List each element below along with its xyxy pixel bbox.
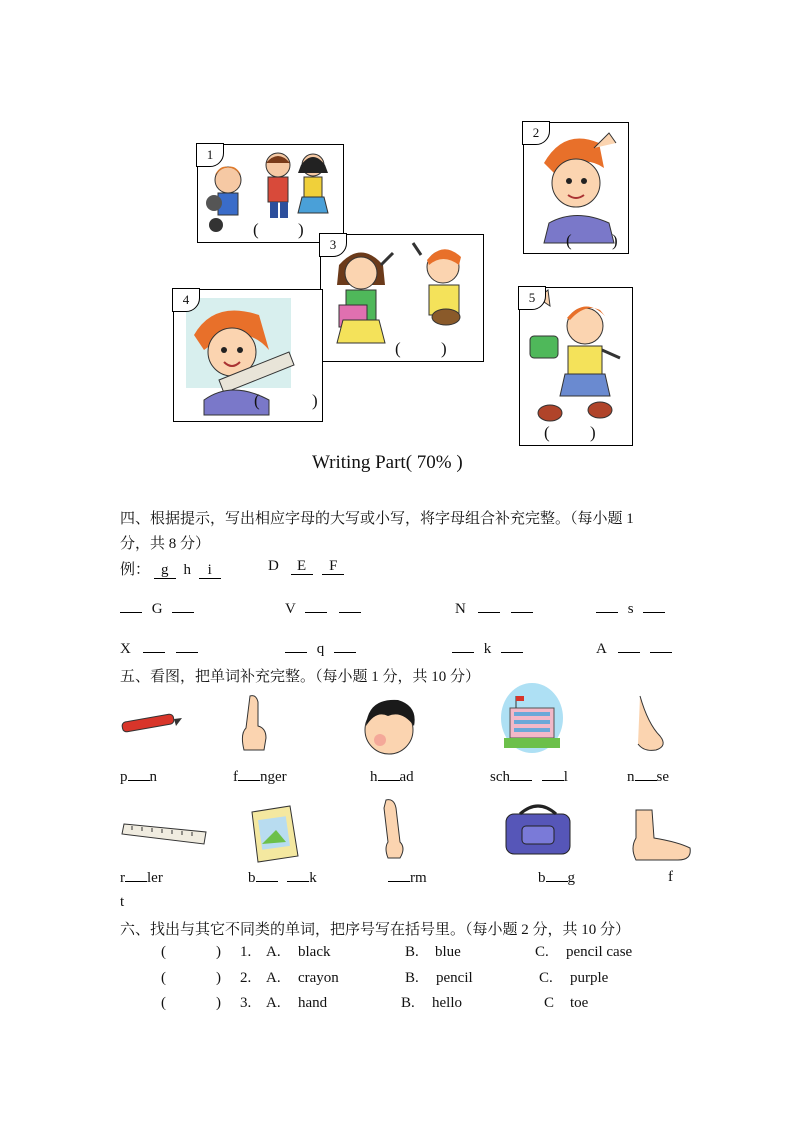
option-a-label: A. — [266, 970, 281, 986]
option-c-label: C — [544, 995, 555, 1011]
section5-heading: 五、看图，把单词补充完整。（每小题 1 分，共 10 分） — [120, 669, 481, 685]
word-part: n — [627, 769, 635, 785]
option-a: hand — [298, 995, 328, 1011]
boy-with-schoolbag-illustration — [520, 288, 632, 445]
answer-paren-left: ( — [395, 339, 401, 358]
book-icon — [246, 804, 302, 866]
answer-paren-left: ( — [161, 944, 166, 960]
picture-4 — [173, 289, 323, 422]
letter-group — [596, 600, 665, 618]
example-letter: g — [154, 563, 176, 579]
word-part: b — [538, 870, 546, 886]
finger-icon — [236, 694, 276, 754]
answer-paren-right: ) — [441, 339, 447, 358]
word-bag — [538, 869, 575, 887]
word-part: ad — [399, 769, 414, 785]
nose-icon — [630, 694, 672, 754]
option-a-label: A. — [266, 995, 281, 1011]
school-icon — [500, 682, 564, 754]
letter-blank[interactable] — [305, 600, 327, 613]
example-letter: F — [322, 559, 344, 575]
letter-blank[interactable] — [176, 640, 198, 653]
example-letter: h — [183, 562, 192, 578]
word-part: nger — [260, 769, 287, 785]
option-b: blue — [435, 944, 461, 960]
picture-1 — [197, 144, 344, 243]
option-c-label: C. — [539, 970, 553, 986]
letter-blank[interactable] — [643, 600, 665, 613]
option-c-label: C. — [535, 944, 549, 960]
word-blank[interactable] — [256, 869, 278, 882]
word-blank[interactable] — [546, 869, 568, 882]
picture-2 — [523, 122, 629, 254]
head-icon — [358, 696, 420, 758]
option-a: crayon — [298, 970, 339, 986]
letter-group — [596, 640, 672, 658]
arm-icon — [378, 798, 408, 862]
question-number: 1. — [240, 944, 252, 960]
letter-group — [120, 600, 194, 618]
word-part: l — [563, 769, 568, 785]
pen-icon — [118, 710, 184, 738]
letter-blank[interactable] — [172, 600, 194, 613]
ruler-icon — [120, 818, 210, 848]
question-number: 2. — [240, 970, 252, 986]
given-letter: V — [285, 601, 296, 617]
example-letter: E — [291, 559, 313, 575]
given-letter: N — [455, 601, 466, 617]
letter-blank[interactable] — [339, 600, 361, 613]
example-letter: i — [199, 563, 221, 579]
word-foot-end: t — [120, 894, 125, 910]
word-blank[interactable] — [542, 768, 564, 781]
word-book — [248, 869, 317, 887]
word-part: b — [248, 870, 256, 886]
word-blank[interactable] — [388, 869, 410, 882]
answer-paren-right: ) — [216, 944, 221, 960]
word-blank[interactable] — [287, 869, 309, 882]
word-blank[interactable] — [125, 869, 147, 882]
picture-number: 4 — [172, 288, 200, 312]
letter-group — [285, 640, 356, 658]
answer-paren-left: ( — [161, 995, 166, 1011]
word-blank[interactable] — [238, 768, 260, 781]
letter-blank[interactable] — [501, 640, 523, 653]
option-c: toe — [570, 995, 589, 1011]
word-blank[interactable] — [378, 768, 400, 781]
option-b: pencil — [436, 970, 473, 986]
option-c: purple — [570, 970, 609, 986]
option-a-label: A. — [266, 944, 281, 960]
word-part: ler — [147, 870, 163, 886]
word-finger — [233, 768, 287, 786]
example-letter: D — [268, 558, 279, 574]
given-letter: k — [483, 641, 492, 657]
picture-number: 1 — [196, 143, 224, 167]
example-row-2 — [268, 558, 344, 575]
word-nose — [627, 768, 669, 786]
answer-paren-left: ( — [254, 391, 260, 410]
word-pen — [120, 768, 157, 786]
option-c: pencil case — [566, 944, 633, 960]
option-b-label: B. — [405, 944, 419, 960]
picture-number: 3 — [319, 233, 347, 257]
word-part: f — [233, 769, 238, 785]
given-letter: s — [627, 601, 634, 617]
answer-paren-right: ) — [216, 970, 221, 986]
answer-paren-right: ) — [216, 995, 221, 1011]
schoolbag-icon — [500, 802, 576, 860]
letter-blank[interactable] — [650, 640, 672, 653]
answer-paren-right: ) — [312, 391, 318, 410]
answer-paren-left: ( — [566, 231, 572, 250]
word-part: g — [567, 870, 575, 886]
example-label: 例： — [120, 562, 151, 578]
writing-part-title: Writing Part( 70% ) — [312, 452, 463, 473]
word-part: n — [149, 769, 157, 785]
word-part: p — [120, 769, 128, 785]
foot-icon — [628, 808, 694, 864]
word-part: rm — [410, 870, 427, 886]
letter-blank[interactable] — [285, 640, 307, 653]
option-b: hello — [432, 995, 462, 1011]
given-letter: G — [151, 601, 163, 617]
word-foot-start: f — [668, 869, 673, 885]
answer-paren-left: ( — [161, 970, 166, 986]
answer-paren-right: ) — [298, 220, 304, 239]
boy-girl-greeting-illustration — [321, 235, 483, 361]
word-blank[interactable] — [510, 768, 532, 781]
question-number: 3. — [240, 995, 252, 1011]
letter-group — [120, 640, 198, 658]
word-part: k — [309, 870, 317, 886]
picture-3 — [320, 234, 484, 362]
option-b-label: B. — [401, 995, 415, 1011]
word-blank[interactable] — [128, 768, 150, 781]
given-letter: X — [120, 641, 131, 657]
picture-number: 5 — [518, 286, 546, 310]
letter-blank[interactable] — [334, 640, 356, 653]
letter-group — [452, 640, 523, 658]
word-school — [490, 768, 568, 786]
section4-heading-line2: 分，共 8 分） — [120, 536, 211, 552]
section6-heading: 六、找出与其它不同类的单词，把序号写在括号里。（每小题 2 分，共 10 分） — [120, 922, 631, 938]
word-part: h — [370, 769, 378, 785]
answer-paren-left: ( — [253, 220, 259, 239]
given-letter: A — [596, 641, 607, 657]
word-arm — [388, 869, 427, 887]
given-letter: q — [316, 641, 325, 657]
letter-blank[interactable] — [618, 640, 640, 653]
example-row — [120, 558, 221, 579]
picture-number: 2 — [522, 121, 550, 145]
letter-blank[interactable] — [452, 640, 474, 653]
answer-paren-right: ) — [590, 423, 596, 442]
option-b-label: B. — [405, 970, 419, 986]
option-a: black — [298, 944, 331, 960]
letter-group — [455, 600, 533, 618]
letter-blank[interactable] — [511, 600, 533, 613]
answer-paren-left: ( — [544, 423, 550, 442]
picture-5 — [519, 287, 633, 446]
letter-blank[interactable] — [120, 600, 142, 613]
letter-group — [285, 600, 361, 618]
girl-with-ruler-illustration — [174, 290, 322, 421]
word-part: sch — [490, 769, 510, 785]
word-ruler — [120, 869, 163, 887]
answer-paren-right: ) — [612, 231, 618, 250]
letter-blank[interactable] — [478, 600, 500, 613]
word-blank[interactable] — [635, 768, 657, 781]
word-part: se — [656, 769, 669, 785]
letter-blank[interactable] — [596, 600, 618, 613]
section4-heading-line1: 四、根据提示，写出相应字母的大写或小写，将字母组合补充完整。（每小题 1 — [120, 511, 634, 527]
letter-blank[interactable] — [143, 640, 165, 653]
word-head — [370, 768, 414, 786]
word-part: r — [120, 870, 125, 886]
